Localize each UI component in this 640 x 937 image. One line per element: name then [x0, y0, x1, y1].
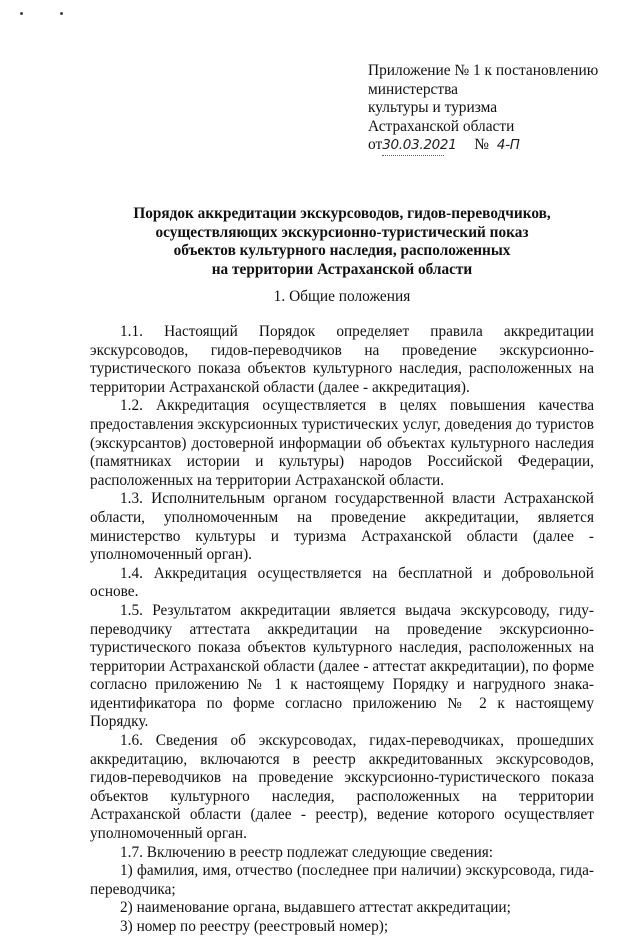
section-heading: 1. Общие положения: [273, 288, 411, 305]
title-line: объектов культурного наследия, расположенных: [173, 242, 511, 260]
date-label: от: [368, 136, 383, 154]
paragraph: 1.1. Настоящий Порядок определяет правила аккредитации экскурсоводов, гидов-переводчиков на проведение экскурсионно-туристического показа объектов культурного наследия, расположенных на территории Астраханской области (далее - аккредитация).: [90, 323, 594, 396]
attachment-line: культуры и туризма: [368, 99, 498, 117]
attachment-line: министерства: [368, 80, 458, 98]
attachment-line: Астраханской области: [368, 117, 515, 135]
list-item: 1) фамилия, имя, отчество (последнее при наличии) экскурсовода, гида-переводчика;: [90, 862, 594, 898]
paragraph: 1.6. Сведения об экскурсоводах, гидах-переводчиках, прошедших аккредитацию, включаются в реестр аккредитованных экскурсоводов, гидов-переводчиков на проведение экскурсионно-туристического показа объектов культурного наследия, расположенных на территории Астраханской области (далее - реестр), ведение которого осуществляет уполномоченный орган.: [90, 732, 594, 843]
list-item: 3) номер по реестру (реестровый номер);: [120, 918, 389, 935]
document-body: [90, 323, 594, 937]
list-item: 2) наименование органа, выдавшего аттестат аккредитации;: [120, 899, 511, 917]
handwritten-number: 4-П: [496, 137, 520, 154]
paragraph: 1.2. Аккредитация осуществляется в целях повышения качества предоставления экскурсионных туристических услуг, доведения до туристов (экскурсантов) достоверной информации об объектах культурного наследия (памятниках истории и культуры) народов Российской Федерации, расположенных на территории Астраханской области.: [90, 397, 594, 489]
handwritten-date: 30.03.2021: [382, 136, 444, 156]
paragraph: 1.4. Аккредитация осуществляется на бесплатной и добровольной основе.: [90, 564, 594, 601]
attachment-header: [368, 62, 613, 156]
attachment-date-line: [368, 136, 613, 156]
title-line: Порядок аккредитации экскурсоводов, гидов-переводчиков,: [133, 205, 551, 222]
title-line: на территории Астраханской области: [211, 260, 473, 278]
number-label: №: [474, 136, 489, 154]
title-line: осуществляющих экскурсионно-туристический показ: [155, 223, 529, 241]
scan-speck: [60, 12, 63, 15]
paragraph: 1.3. Исполнительным органом государственной власти Астраханской области, уполномоченным на проведение аккредитации, является министерство культуры и туризма Астраханской области (далее - уполномоченный орган).: [90, 490, 594, 564]
scan-speck: [20, 12, 23, 15]
paragraph: 1.7. Включению в реестр подлежат следующие сведения:: [120, 843, 494, 861]
attachment-line: Приложение № 1 к постановлению: [368, 62, 599, 79]
document-title: [90, 205, 594, 279]
paragraph: 1.5. Результатом аккредитации является выдача экскурсоводу, гиду-переводчику аттестата аккредитации на проведение экскурсионно-туристического показа объектов культурного наследия, расположенных на территории Астраханской области (далее - аттестат аккредитации), по форме согласно приложению № 1 к настоящему Порядку и нагрудного знака-идентификатора по форме согласно приложению № 2 к настоящему Порядку.: [90, 601, 594, 731]
